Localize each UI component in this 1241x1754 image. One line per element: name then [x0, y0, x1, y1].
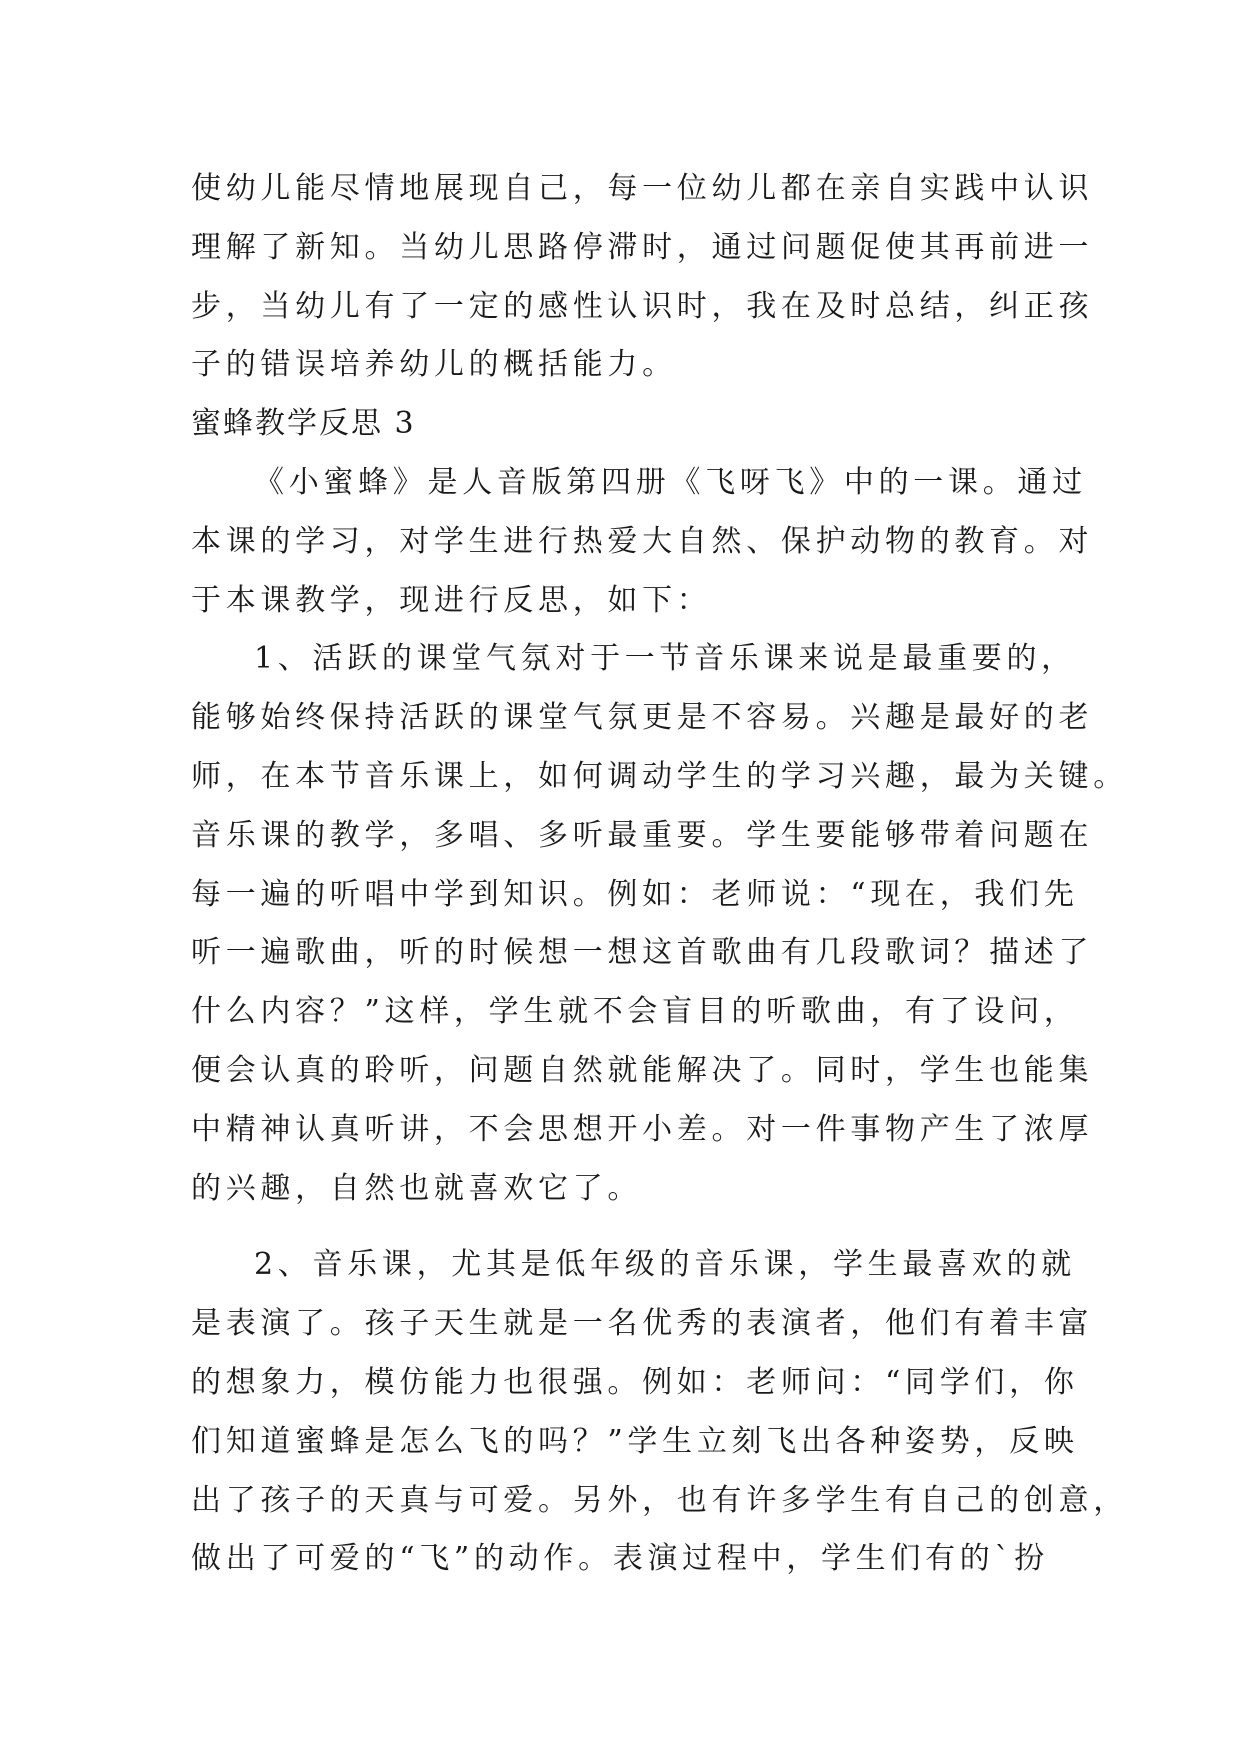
text-line: 本课的学习，对学生进行热爱大自然、保护动物的教育。对: [191, 523, 1094, 559]
document-body: [191, 160, 1128, 1589]
text-line: 于本课教学，现进行反思，如下：: [191, 582, 712, 618]
text-line: 中精神认真听讲，不会思想开小差。对一件事物产生了浓厚: [191, 1111, 1094, 1147]
text-line: 理解了新知。当幼儿思路停滞时，通过问题促使其再前进一: [191, 229, 1094, 265]
paragraph-point-1: [191, 630, 1128, 1218]
paragraph-intro: [191, 454, 1094, 630]
text-line: 师，在本节音乐课上，如何调动学生的学习兴趣，最为关键。: [191, 758, 1128, 794]
text-line: 步，当幼儿有了一定的感性认识时，我在及时总结，纠正孩: [191, 288, 1094, 324]
text-line: 的兴趣，自然也就喜欢它了。: [191, 1170, 643, 1206]
text-line: 是表演了。孩子天生就是一名优秀的表演者，他们有着丰富: [191, 1306, 1094, 1342]
text-line: 音乐课的教学，多唱、多听最重要。学生要能够带着问题在: [191, 817, 1094, 853]
text-line: 听一遍歌曲，听的时候想一想这首歌曲有几段歌词？描述了: [191, 935, 1094, 971]
text-line: 们知道蜜蜂是怎么飞的吗？”学生立刻飞出各种姿势，反映: [191, 1423, 1079, 1459]
text-line: 每一遍的听唱中学到知识。例如：老师说：“现在，我们先: [191, 876, 1079, 912]
paragraph-spacer: [191, 1218, 1051, 1236]
text-line: 什么内容？”这样，学生就不会盲目的听歌曲，有了设问，: [191, 994, 1079, 1030]
text-line: 的想象力，模仿能力也很强。例如：老师问：“同学们，你: [191, 1364, 1079, 1400]
text-line: 出了孩子的天真与可爱。另外，也有许多学生有自己的创意，: [191, 1482, 1128, 1518]
text-line: 2、音乐课，尤其是低年级的音乐课，学生最喜欢的就: [254, 1247, 1076, 1283]
text-line: 能够始终保持活跃的课堂气氛更是不容易。兴趣是最好的老: [191, 700, 1094, 736]
text-line: 《小蜜蜂》是人音版第四册《飞呀飞》中的一课。通过: [254, 464, 1087, 500]
paragraph-continuation: [191, 160, 1094, 395]
text-line: 便会认真的聆听，问题自然就能解决了。同时，学生也能集: [191, 1052, 1094, 1088]
paragraph-point-2: [191, 1236, 1128, 1589]
section-heading: 蜜蜂教学反思 3: [191, 406, 416, 442]
text-line: 使幼儿能尽情地展现自己，每一位幼儿都在亲自实践中认识: [191, 171, 1094, 206]
text-line: 子的错误培养幼儿的概括能力。: [191, 347, 677, 383]
text-line: 做出了可爱的“飞”的动作。表演过程中，学生们有的`扮: [191, 1541, 1049, 1577]
text-line: 1、活跃的课堂气氛对于一节音乐课来说是最重要的，: [254, 641, 1076, 677]
